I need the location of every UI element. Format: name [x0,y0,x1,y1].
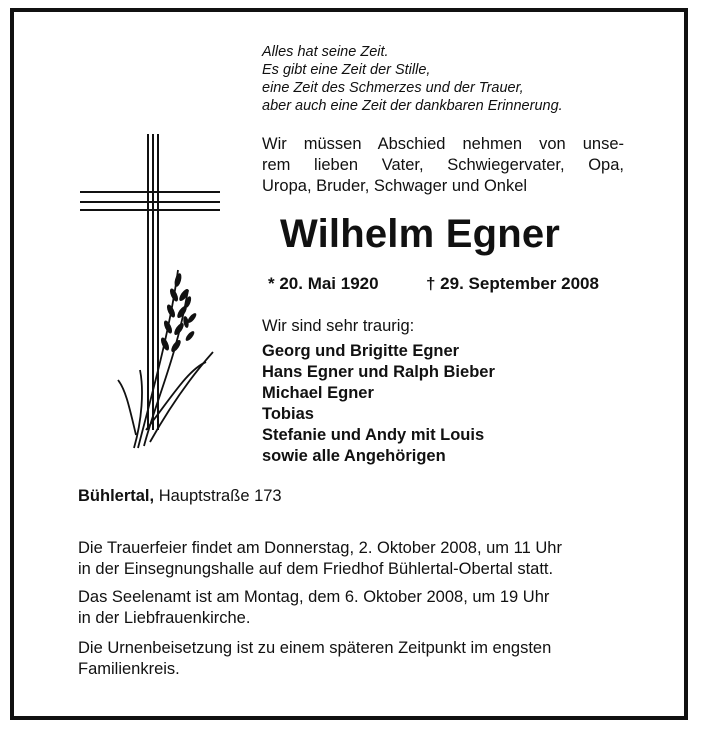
urn-line: Die Urnenbeisetzung ist zu einem späteren Zeitpunkt im engsten [78,639,552,657]
mourner: sowie alle Angehörigen [262,447,446,465]
urn-line: Familienkreis. [78,660,180,678]
intro-line: Wir müssen Abschied nehmen von unse- [262,135,624,153]
motto-line: Alles hat seine Zeit. [262,44,389,60]
mourner: Michael Egner [262,384,374,402]
motto-line: Es gibt eine Zeit der Stille, [262,62,431,78]
mourners-intro: Wir sind sehr traurig: [262,317,415,335]
mourner: Hans Egner und Ralph Bieber [262,363,495,381]
farewell-intro [262,134,624,197]
requiem-line: Das Seelenamt ist am Montag, dem 6. Oktober 2008, um 19 Uhr [78,588,550,606]
deceased-name: Wilhelm Egner [280,212,561,256]
mourner: Tobias [262,405,314,423]
address [78,487,282,506]
death-date: † 29. September 2008 [426,274,599,293]
mourner: Georg und Brigitte Egner [262,342,460,360]
motto [262,43,563,115]
address-town: Bühlertal, [78,487,155,505]
motto-line: eine Zeit des Schmerzes und der Trauer, [262,80,524,96]
intro-line: Uropa, Bruder, Schwager und Onkel [262,177,528,195]
mourners-list [262,341,495,467]
intro-line: rem lieben Vater, Schwiegervater, Opa, [262,156,624,174]
funeral-info [78,538,562,580]
address-street: Hauptstraße 173 [158,487,282,505]
requiem-info [78,587,549,629]
requiem-line: in der Liebfrauenkirche. [78,609,251,627]
mourner: Stefanie und Andy mit Louis [262,426,485,444]
cross-with-wheat-icon [78,130,228,460]
urn-burial-info [78,638,551,680]
birth-date: * 20. Mai 1920 [268,274,379,293]
motto-line: aber auch eine Zeit der dankbaren Erinnerung. [262,98,563,114]
funeral-line: Die Trauerfeier findet am Donnerstag, 2. Oktober 2008, um 11 Uhr [78,539,562,557]
funeral-line: in der Einsegnungshalle auf dem Friedhof Bühlertal-Obertal statt. [78,560,554,578]
